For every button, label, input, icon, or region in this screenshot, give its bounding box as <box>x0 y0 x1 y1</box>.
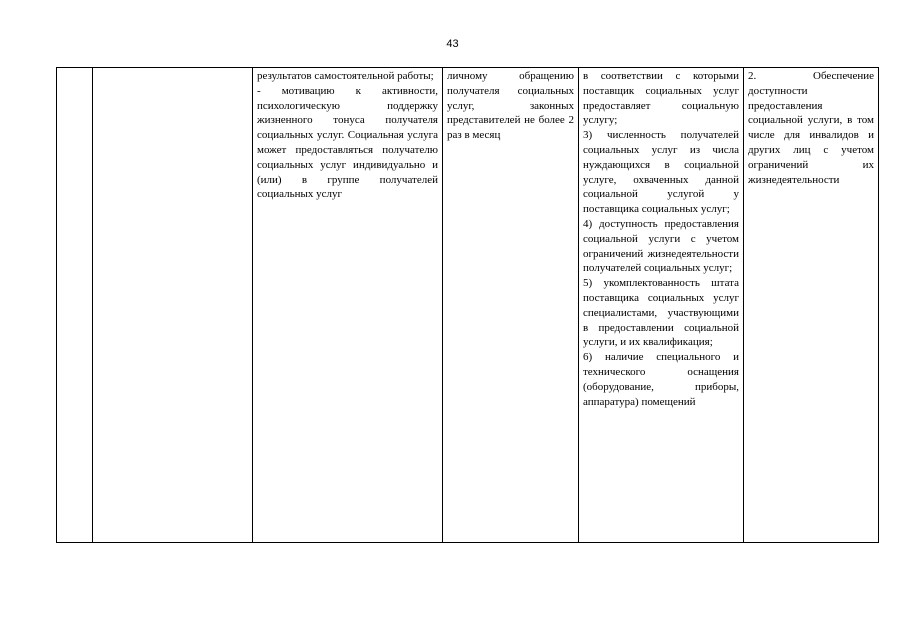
page-number: 43 <box>446 38 459 50</box>
table-cell-quality-indicators: в соответствии с которыми поставщик социальных услуг предоставляет социальную услугу; 3) численность получателей социальных услуг из числа нуждающихся в социальной услуге, охваченных данной социальной услугой у поставщика социальных услуг; 4) доступность предоставления социальной услуги с учетом ограничений жизнедеятельности получателей социальных услуг; 5) укомплектованность штата поставщика социальных услуг специалистами, участвующими в предоставлении социальной услуги, и их квалификация; 6) наличие специального и технического оснащения (оборудование, приборы, аппаратура) помещений <box>579 68 744 543</box>
table-cell-service-name <box>93 68 253 543</box>
services-table <box>56 67 879 543</box>
table-row <box>57 68 879 543</box>
table-cell-number <box>57 68 93 543</box>
table-cell-periodicity: личному обращению получателя социальных услуг, законных представителей не более 2 раз в месяц <box>443 68 579 543</box>
table-cell-description: результатов самостоятельной работы; - мотивацию к активности, психологическую поддержку жизненного тонуса получателя социальных услуг. Социальная услуга может предоставляться получателю социальных услуг индивидуально и (или) в группе получателей социальных услуг <box>253 68 443 543</box>
table-cell-conditions: 2. Обеспечение доступности предоставления социальной услуги, в том числе для инвалидов и других лиц с учетом ограничений их жизнедеятельности <box>744 68 879 543</box>
